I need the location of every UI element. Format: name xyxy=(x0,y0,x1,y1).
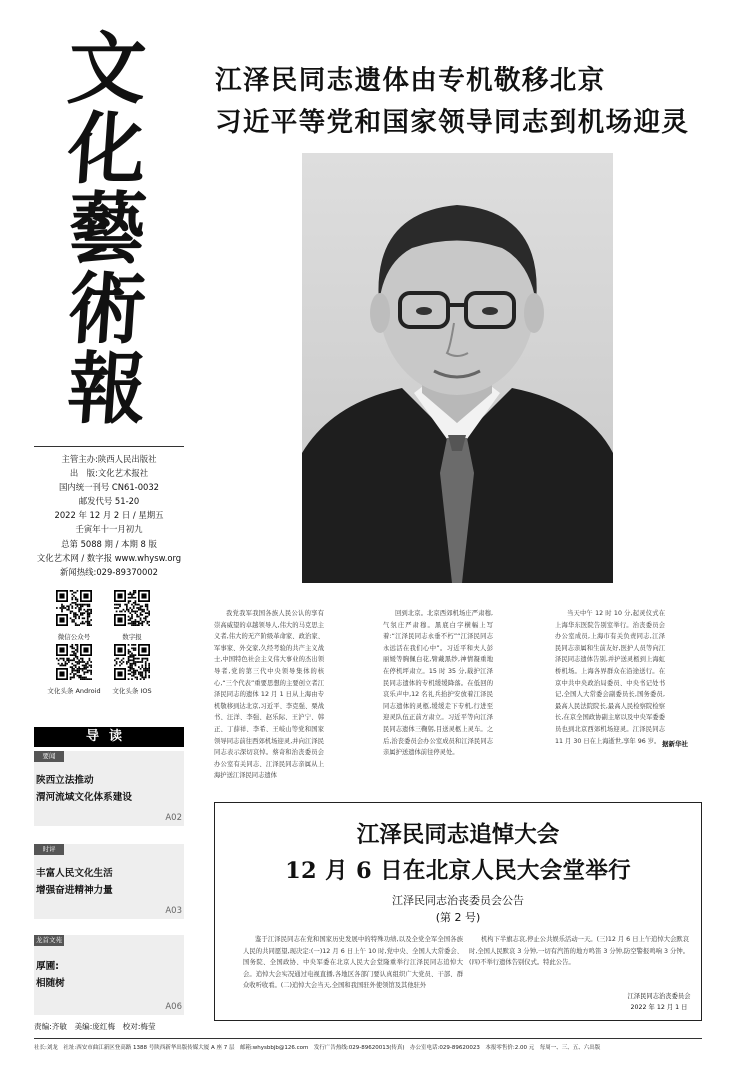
guide-headline: 增强奋进精神力量 xyxy=(36,885,113,896)
masthead-char: 術 xyxy=(64,264,150,355)
guide-item[interactable] xyxy=(34,751,184,826)
guide-item[interactable] xyxy=(34,935,184,1015)
article-column-1 xyxy=(214,608,324,782)
qr-label: 微信公众号 xyxy=(57,633,91,641)
notice-number: (第 2 号) xyxy=(435,911,481,924)
notice-date: 2022 年 12 月 1 日 xyxy=(630,1004,688,1011)
guide-headline: 渭河流域文化体系建设 xyxy=(36,792,132,803)
article-text: 回到北京。北京西郊机场庄严肃穆,气氛庄严肃穆。黑底白字横幅上写着:“江泽民同志永垂不朽”“江泽民同志永远活在我们心中”。习近平和夫人彭丽媛等胸佩白花,臂戴黑纱,神情凝重地在停机坪肃立。15 时 35 分,载护江泽民同志遗体的专机缓缓降落。在低回的哀乐声中,12 名礼兵抬护安放着江泽民同志遗体的灵柩,缓缓走下专机,行进至迎灵队伍正前方肃立。习近平等向江泽民同志遗体三鞠躬,目送灵柩上灵车。之后,治丧委员会办公室成员和江泽民同志亲属护送遗体前往停灵处。 xyxy=(383,610,493,757)
notice-signature: 江泽民同志治丧委员会 xyxy=(627,993,691,1000)
publication-info xyxy=(34,452,184,579)
info-line: 壬寅年十一月初九 xyxy=(75,524,143,535)
masthead-char: 藝 xyxy=(64,184,150,275)
qr-label: 数字报 xyxy=(122,633,142,641)
divider xyxy=(34,1038,702,1039)
guide-headline: 陕西立法推动 xyxy=(36,775,94,786)
notice-text: 鉴于江泽民同志在党和国家历史发展中的特殊功绩,以及全党全军全国各族人民的共同愿望,现决定:(一)12 月 6 日上午 10 时,党中央、全国人大常委会、国务院、全国政协、中央军委在北京人民大会堂隆重举行江泽民同志追悼大会。追悼大会实况通过电视直播,各地区各部门要认真组织广大党员、干部、群众收听收看。(二)追悼大会当天,全国和我国驻外使领馆及其他驻外 xyxy=(243,936,463,990)
qr-code-icon[interactable] xyxy=(114,590,150,626)
article-source: 据新华社 xyxy=(662,740,688,748)
notice-title: 12 月 6 日在北京人民大会堂举行 xyxy=(285,858,631,884)
headline-line-1: 江泽民同志遗体由专机敬移北京 xyxy=(215,65,606,96)
notice-column-2 xyxy=(469,934,689,969)
article-column-3 xyxy=(555,608,665,747)
guide-item[interactable] xyxy=(34,844,184,919)
qr-label: 文化头条 IOS xyxy=(112,687,152,695)
info-line: 主管主办:陕西人民出版社 xyxy=(61,454,157,464)
masthead-char: 文 xyxy=(64,24,150,115)
guide-tag: 要闻 xyxy=(34,751,64,762)
article-column-2 xyxy=(383,608,493,759)
qr-code-icon[interactable] xyxy=(56,644,92,680)
guide-title: 导读 xyxy=(34,727,184,747)
footer-info: 社长:刘龙 社址:西安市曲江新区登高路 1388 号陕西新华出版传媒大厦 A 座 7 层 邮箱:whysbbjb@126.com 发行广告热线:029-89620013(传真) 办公室电话:029-89620023 本报零售价:2.00 元 每周一、三、五、六出版 xyxy=(34,1045,601,1051)
info-line: 国内统一刊号 CN61-0032 xyxy=(58,482,160,493)
divider xyxy=(34,446,184,447)
qr-code-icon[interactable] xyxy=(56,590,92,626)
article-text: 我党我军我国各族人民公认的享有崇高威望的卓越领导人,伟大的马克思主义者,伟大的无产阶级革命家、政治家、军事家、外交家,久经考验的共产主义战士,中国特色社会主义伟大事业的杰出领导者,党的第三代中央领导集体的核心,“三个代表”重要思想的主要创立者江泽民同志的遗体 12 月 1 日从上海由专机敬移到达北京,习近平、李克强、栗战书、汪洋、李强、赵乐际、王沪宁、韩正、丁薛祥、李希、王岐山等党和国家领导同志前往西郊机场迎灵,并向江泽民同志表示深切哀悼。蔡奇和治丧委员会办公室有关同志、江泽民同志亲属从上海护送江泽民同志遗体 xyxy=(214,610,324,780)
portrait-photo xyxy=(302,153,613,583)
qr-code-icon[interactable] xyxy=(114,644,150,680)
masthead-logo xyxy=(52,24,162,440)
info-line: 2022 年 12 月 2 日 / 星期五 xyxy=(54,510,164,521)
notice-title: 江泽民同志追悼大会 xyxy=(356,822,560,848)
guide-page-number: A02 xyxy=(165,813,182,823)
guide-headline: 丰富人民文化生活 xyxy=(36,868,113,879)
info-line: 新闻热线:029-89370002 xyxy=(60,566,158,577)
guide-headline: 厚圃: xyxy=(36,961,60,972)
article-text: 当天中午 12 时 10 分,起灵仪式在上海华东医院告别室举行。治丧委员会办公室成员,上海市有关负责同志,江泽民同志亲属和生前友好,医护人员等向江泽民同志遗体告别,并护送灵柩到上海虹桥机场。上海各界群众在沿途送行。在京中共中央政治局委员、中央书记处书记,全国人大常委会副委员长,国务委员,最高人民法院院长,最高人民检察院检察长,在京全国政协副主席以及中央军委委员也到北京西郊机场迎灵。江泽民同志 11 月 30 日在上海逝世,享年 96 岁。 xyxy=(555,610,665,745)
guide-headline: 相随树 xyxy=(36,978,65,989)
guide-page-number: A03 xyxy=(165,906,182,916)
headline-line-2: 习近平等党和国家领导同志到机场迎灵 xyxy=(215,107,690,138)
notice-column-1 xyxy=(243,934,463,992)
masthead-char: 化 xyxy=(64,104,150,195)
notice-text: 机构下半旗志哀,停止公共娱乐活动一天。(三)12 月 6 日上午追悼大会默哀时,全国人民默哀 3 分钟,一切有汽笛的地方鸣笛 3 分钟,防空警报鸣响 3 分钟。(四)不举行遗体告别仪式。特此公告。 xyxy=(469,936,689,967)
funeral-notice-box xyxy=(214,802,702,1021)
guide-page-number: A06 xyxy=(165,1002,182,1012)
qr-label: 文化头条 Android xyxy=(47,687,101,695)
notice-subtitle: 江泽民同志治丧委员会公告 xyxy=(392,894,524,907)
masthead-char: 報 xyxy=(64,344,150,435)
portrait-image xyxy=(302,153,613,583)
info-line: 总第 5088 期 / 本期 8 版 xyxy=(61,538,157,549)
guide-tag: 龙首文苑 xyxy=(36,936,62,944)
editors-credit: 责编:齐敏 美编:庞红梅 校对:梅莹 xyxy=(34,1022,156,1031)
info-line: 出 版:文化艺术报社 xyxy=(69,468,149,479)
info-line: 邮发代号 51-20 xyxy=(78,496,140,507)
guide-tag: 时评 xyxy=(34,844,64,855)
info-line: 文化艺术网 / 数字报 www.whysw.org xyxy=(36,552,182,563)
